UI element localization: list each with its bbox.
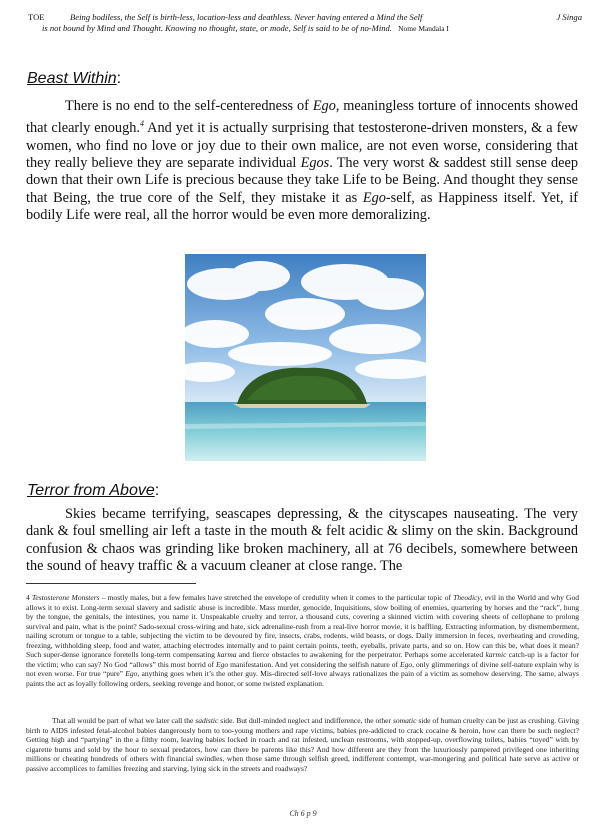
page-number: Ch 6 p 9 <box>289 809 317 818</box>
footnote-ref: 4 <box>139 119 144 129</box>
header-tag: TOE <box>28 12 45 22</box>
header-quote-line2: is not bound by Mind and Thought. Knowing no thought, state, or mode, Self is said to be of no-Mind. <box>42 23 392 33</box>
footnote-4: 4 Testosterone Monsters – mostly males, but a few females have stretched the envelope of credulity when it comes to the particular topic of Theodicy, evil in the World and why God allows it to exist. Long-term sexual slavery and sadistic abuse is incredible. Mass murder, genocide, Inquisitions, slow boiling of enemies, quartering by horses and the “rack”, hung by the tongue, the genitals, the intestines, you name it. Unspeakable cruelty and terror, a thousand cuts, covering a skinned victim with covering sheets of cellophane to prolong survival and pain, what is the point? Sado-sexual cross-wiring and hate, sick adrenaline-rush from a real-live horror movie, it is baffling. Extracting information, by dismemberment, nailing scrotum or tongue to a table, subjecting the victim to be devoured by fire, insects, crabs, rodents, wild beasts, or dogs. Daily immersion in feces, overheating and crowding, freezing, withholding sleep, food and water, attaching electrodes internally and to paint certain points, teeth, eyeballs, private parts, and so on. How can this be, what does it mean? Such super-dense ignorance foretells long-term compensating karma and fierce obstacles to awakening for the perpetrator. Perhaps some accelerated karmic catch-up is a factor for the victim; who can say? No God “allows” this most horrid of Ego manifestation. And yet considering the selfish nature of Ego, only glimmerings of divine self-nature explain why is not even worse. For true “pure” Ego, anything goes when it’s the other guy. Mis-directed self-love always rationalizes the pain of a victim as somehow deserving. The same, always paints the act as loyally following orders, seeking revenge and honor, or some twisted explanation. <box>26 593 579 688</box>
header-quote-line1: Being bodiless, the Self is birth-less, location-less and deathless. Never having entered a Mind the Self <box>70 12 423 22</box>
footnote-divider <box>26 583 196 584</box>
section-heading-beast-within: Beast Within: <box>27 70 122 87</box>
footnote-4-continued: That all would be part of what we later call the sadistic side. But dull-minded neglect and indifference, the other somatic side of human cruelty can be just as crushing. Giving birth to AIDS infested fetal-alcohol babies dangerously born to too-young mothers and rape victims, babies pre-addicted to crack cocaine & heroin, how can there be such neglect? Getting high and “partying” in the a filthy room, leaving babies locked in roach and rat infested, unclean restrooms, with stopped-up, overflowing toilets, babies “toyed” with by cigarette burns and sold by the hour to sexual predators, how can there be parents like this? And how different are they from the luxuriously pampered privileged one inheriting millions or cheating hundreds of others with financial swindles, when those same through selfish greed, indifferent contempt, war-mongering and political hate serve as active or passive accomplices to families freezing and starving, lying sick in the streets and roadways? <box>26 716 579 773</box>
island-photo <box>185 254 426 461</box>
page-header <box>28 12 582 34</box>
paragraph-beast-within: There is no end to the self-centeredness of Ego, meaningless torture of innocents showed that clearly enough.$^4$ And yet it is actually surprising that testosterone-driven monsters, & a few women, who find no love or joy due to their own malice, are not even worse, considering that they really believe they are separate individual Egos. The very worst & saddest still sense deep down that their own Life is precious because they take Life to be Being. And thought they sense that Being, the true core of the Self, they mistake it as Ego-self, as Happiness itself. Yet, if bodily Life were real, all the horror would be even more demoralizing. <box>26 98 579 224</box>
header-author: J Singa <box>556 12 582 22</box>
paragraph-terror-from-above: Skies became terrifying, seascapes depressing, & the cityscapes nauseating. The very dank & foul smelling air left a taste in the mouth & felt acidic & slimy on the skin. Background confusion & chaos was grinding like broken machinery, all at 76 decibels, somewhere between the sound of heavy traffic & a vacuum cleaner at close range. The <box>26 506 578 575</box>
section-heading-terror-from-above: Terror from Above: <box>27 482 160 499</box>
header-source: Nome Mandala I <box>398 24 449 33</box>
